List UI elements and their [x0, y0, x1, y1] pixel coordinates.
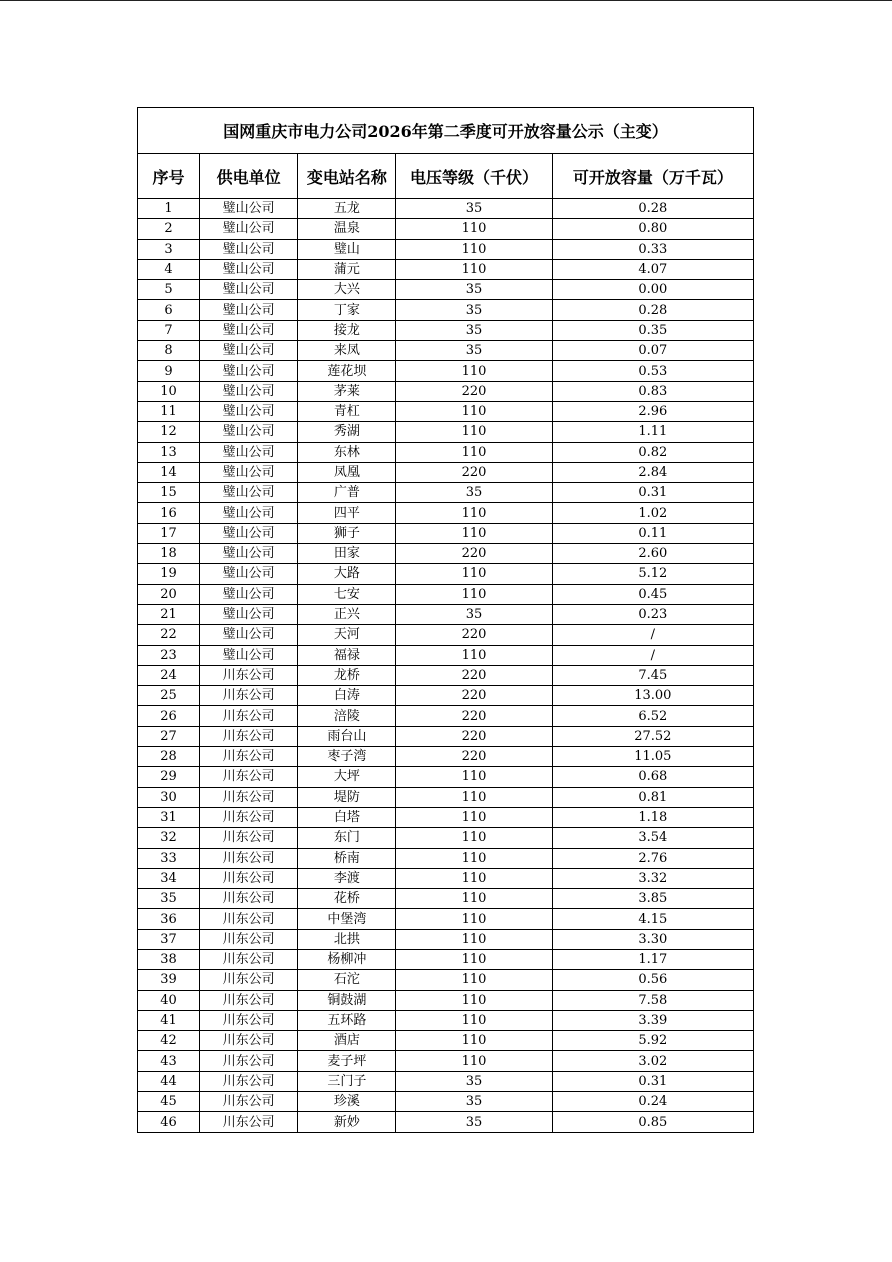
cell-voltage-level: 110 — [396, 645, 552, 665]
cell-voltage-level: 110 — [396, 219, 552, 239]
cell-supply-unit: 川东公司 — [200, 868, 298, 888]
table-row — [138, 747, 754, 767]
table-row — [138, 422, 754, 442]
header-open-capacity: 可开放容量（万千瓦） — [552, 154, 753, 199]
cell-supply-unit: 璧山公司 — [200, 381, 298, 401]
table-row — [138, 787, 754, 807]
cell-index: 38 — [138, 949, 200, 969]
table-row — [138, 604, 754, 624]
cell-substation-name: 东林 — [298, 442, 396, 462]
table-row — [138, 949, 754, 969]
cell-open-capacity: 7.45 — [552, 665, 753, 685]
cell-supply-unit: 川东公司 — [200, 828, 298, 848]
cell-substation-name: 珍溪 — [298, 1092, 396, 1112]
table-title: 国网重庆市电力公司2026年第二季度可开放容量公示（主变） — [138, 108, 754, 154]
table-row — [138, 401, 754, 421]
table-row — [138, 199, 754, 219]
cell-index: 46 — [138, 1112, 200, 1132]
cell-supply-unit: 川东公司 — [200, 665, 298, 685]
cell-supply-unit: 川东公司 — [200, 909, 298, 929]
table-row — [138, 990, 754, 1010]
cell-open-capacity: 0.31 — [552, 483, 753, 503]
table-row — [138, 848, 754, 868]
cell-voltage-level: 110 — [396, 848, 552, 868]
cell-open-capacity: 0.28 — [552, 199, 753, 219]
cell-substation-name: 枣子湾 — [298, 747, 396, 767]
cell-index: 16 — [138, 503, 200, 523]
page-top-border — [0, 0, 892, 1]
table-row — [138, 645, 754, 665]
cell-open-capacity: 0.35 — [552, 320, 753, 340]
cell-index: 11 — [138, 401, 200, 421]
cell-open-capacity: 0.83 — [552, 381, 753, 401]
cell-supply-unit: 川东公司 — [200, 970, 298, 990]
cell-index: 5 — [138, 280, 200, 300]
cell-open-capacity: 0.56 — [552, 970, 753, 990]
cell-index: 41 — [138, 1010, 200, 1030]
cell-index: 37 — [138, 929, 200, 949]
cell-voltage-level: 110 — [396, 564, 552, 584]
table-row — [138, 219, 754, 239]
cell-index: 1 — [138, 199, 200, 219]
cell-supply-unit: 璧山公司 — [200, 503, 298, 523]
cell-substation-name: 铜鼓湖 — [298, 990, 396, 1010]
cell-index: 19 — [138, 564, 200, 584]
cell-open-capacity: 3.30 — [552, 929, 753, 949]
cell-substation-name: 五龙 — [298, 199, 396, 219]
cell-substation-name: 丁家 — [298, 300, 396, 320]
cell-open-capacity: 2.96 — [552, 401, 753, 421]
table-row — [138, 1031, 754, 1051]
cell-substation-name: 桥南 — [298, 848, 396, 868]
cell-index: 8 — [138, 341, 200, 361]
cell-supply-unit: 璧山公司 — [200, 604, 298, 624]
cell-supply-unit: 璧山公司 — [200, 361, 298, 381]
cell-open-capacity: 1.18 — [552, 807, 753, 827]
cell-voltage-level: 110 — [396, 929, 552, 949]
cell-supply-unit: 川东公司 — [200, 1092, 298, 1112]
table-row — [138, 970, 754, 990]
cell-substation-name: 酒店 — [298, 1031, 396, 1051]
table-row — [138, 1010, 754, 1030]
table-row — [138, 584, 754, 604]
header-supply-unit: 供电单位 — [200, 154, 298, 199]
cell-open-capacity: 2.60 — [552, 544, 753, 564]
cell-voltage-level: 220 — [396, 686, 552, 706]
header-index: 序号 — [138, 154, 200, 199]
table-row — [138, 625, 754, 645]
cell-supply-unit: 川东公司 — [200, 949, 298, 969]
cell-open-capacity: 0.85 — [552, 1112, 753, 1132]
cell-voltage-level: 35 — [396, 320, 552, 340]
cell-index: 23 — [138, 645, 200, 665]
cell-substation-name: 白塔 — [298, 807, 396, 827]
cell-substation-name: 麦子坪 — [298, 1051, 396, 1071]
cell-substation-name: 三门子 — [298, 1071, 396, 1091]
cell-voltage-level: 110 — [396, 767, 552, 787]
table-row — [138, 1051, 754, 1071]
table-row — [138, 1112, 754, 1132]
table-row — [138, 665, 754, 685]
cell-substation-name: 温泉 — [298, 219, 396, 239]
cell-open-capacity: 3.85 — [552, 889, 753, 909]
cell-voltage-level: 35 — [396, 1112, 552, 1132]
cell-supply-unit: 璧山公司 — [200, 584, 298, 604]
cell-supply-unit: 璧山公司 — [200, 523, 298, 543]
cell-substation-name: 龙桥 — [298, 665, 396, 685]
cell-voltage-level: 110 — [396, 584, 552, 604]
table-row — [138, 726, 754, 746]
cell-substation-name: 广普 — [298, 483, 396, 503]
cell-substation-name: 茅莱 — [298, 381, 396, 401]
cell-substation-name: 四平 — [298, 503, 396, 523]
cell-substation-name: 五环路 — [298, 1010, 396, 1030]
cell-index: 45 — [138, 1092, 200, 1112]
cell-open-capacity: 4.15 — [552, 909, 753, 929]
cell-supply-unit: 川东公司 — [200, 747, 298, 767]
cell-open-capacity: 0.33 — [552, 239, 753, 259]
cell-substation-name: 中堡湾 — [298, 909, 396, 929]
cell-substation-name: 蒲元 — [298, 259, 396, 279]
cell-open-capacity: 0.28 — [552, 300, 753, 320]
cell-index: 2 — [138, 219, 200, 239]
cell-open-capacity: 0.82 — [552, 442, 753, 462]
cell-index: 22 — [138, 625, 200, 645]
cell-supply-unit: 璧山公司 — [200, 259, 298, 279]
cell-voltage-level: 110 — [396, 259, 552, 279]
cell-open-capacity: 0.80 — [552, 219, 753, 239]
cell-supply-unit: 璧山公司 — [200, 564, 298, 584]
cell-supply-unit: 川东公司 — [200, 990, 298, 1010]
cell-index: 25 — [138, 686, 200, 706]
cell-voltage-level: 220 — [396, 625, 552, 645]
table-row — [138, 320, 754, 340]
table-row — [138, 280, 754, 300]
cell-supply-unit: 川东公司 — [200, 726, 298, 746]
cell-index: 12 — [138, 422, 200, 442]
cell-voltage-level: 110 — [396, 807, 552, 827]
cell-open-capacity: 5.92 — [552, 1031, 753, 1051]
cell-open-capacity: 0.53 — [552, 361, 753, 381]
cell-supply-unit: 川东公司 — [200, 1071, 298, 1091]
cell-voltage-level: 110 — [396, 503, 552, 523]
cell-substation-name: 天河 — [298, 625, 396, 645]
cell-index: 39 — [138, 970, 200, 990]
cell-index: 24 — [138, 665, 200, 685]
title-row — [138, 108, 754, 154]
cell-supply-unit: 川东公司 — [200, 706, 298, 726]
cell-index: 3 — [138, 239, 200, 259]
cell-supply-unit: 川东公司 — [200, 787, 298, 807]
cell-substation-name: 来凤 — [298, 341, 396, 361]
cell-index: 9 — [138, 361, 200, 381]
cell-supply-unit: 璧山公司 — [200, 341, 298, 361]
cell-voltage-level: 110 — [396, 523, 552, 543]
cell-open-capacity: 6.52 — [552, 706, 753, 726]
cell-supply-unit: 川东公司 — [200, 1112, 298, 1132]
cell-index: 15 — [138, 483, 200, 503]
cell-supply-unit: 川东公司 — [200, 767, 298, 787]
cell-supply-unit: 璧山公司 — [200, 320, 298, 340]
cell-index: 17 — [138, 523, 200, 543]
cell-supply-unit: 璧山公司 — [200, 544, 298, 564]
cell-open-capacity: 1.11 — [552, 422, 753, 442]
capacity-table — [137, 107, 754, 1133]
cell-index: 32 — [138, 828, 200, 848]
cell-substation-name: 秀湖 — [298, 422, 396, 442]
header-row — [138, 154, 754, 199]
table-row — [138, 483, 754, 503]
table-row — [138, 341, 754, 361]
cell-voltage-level: 220 — [396, 726, 552, 746]
cell-voltage-level: 35 — [396, 280, 552, 300]
cell-supply-unit: 川东公司 — [200, 889, 298, 909]
cell-substation-name: 青杠 — [298, 401, 396, 421]
cell-index: 36 — [138, 909, 200, 929]
cell-open-capacity: 1.17 — [552, 949, 753, 969]
cell-index: 34 — [138, 868, 200, 888]
cell-substation-name: 大坪 — [298, 767, 396, 787]
cell-open-capacity: 0.00 — [552, 280, 753, 300]
table-row — [138, 868, 754, 888]
table-row — [138, 381, 754, 401]
table-row — [138, 1071, 754, 1091]
cell-voltage-level: 110 — [396, 868, 552, 888]
cell-supply-unit: 璧山公司 — [200, 239, 298, 259]
cell-supply-unit: 璧山公司 — [200, 645, 298, 665]
cell-voltage-level: 110 — [396, 401, 552, 421]
cell-voltage-level: 35 — [396, 483, 552, 503]
cell-open-capacity: 2.76 — [552, 848, 753, 868]
cell-index: 42 — [138, 1031, 200, 1051]
cell-voltage-level: 110 — [396, 442, 552, 462]
table-row — [138, 300, 754, 320]
cell-open-capacity: / — [552, 625, 753, 645]
cell-open-capacity: 27.52 — [552, 726, 753, 746]
table-row — [138, 239, 754, 259]
cell-voltage-level: 110 — [396, 422, 552, 442]
cell-voltage-level: 35 — [396, 300, 552, 320]
cell-index: 20 — [138, 584, 200, 604]
cell-voltage-level: 110 — [396, 909, 552, 929]
cell-supply-unit: 川东公司 — [200, 1031, 298, 1051]
cell-substation-name: 凤凰 — [298, 462, 396, 482]
table-row — [138, 361, 754, 381]
cell-voltage-level: 220 — [396, 747, 552, 767]
cell-voltage-level: 35 — [396, 1092, 552, 1112]
cell-substation-name: 杨柳冲 — [298, 949, 396, 969]
table-row — [138, 686, 754, 706]
cell-substation-name: 花桥 — [298, 889, 396, 909]
table-row — [138, 767, 754, 787]
cell-index: 29 — [138, 767, 200, 787]
cell-substation-name: 大兴 — [298, 280, 396, 300]
cell-index: 27 — [138, 726, 200, 746]
cell-open-capacity: 0.68 — [552, 767, 753, 787]
cell-index: 28 — [138, 747, 200, 767]
cell-voltage-level: 110 — [396, 970, 552, 990]
cell-open-capacity: 0.45 — [552, 584, 753, 604]
cell-supply-unit: 璧山公司 — [200, 625, 298, 645]
cell-substation-name: 东门 — [298, 828, 396, 848]
cell-voltage-level: 110 — [396, 1051, 552, 1071]
cell-substation-name: 狮子 — [298, 523, 396, 543]
cell-open-capacity: 0.31 — [552, 1071, 753, 1091]
cell-open-capacity: 3.39 — [552, 1010, 753, 1030]
table-row — [138, 442, 754, 462]
header-substation-name: 变电站名称 — [298, 154, 396, 199]
cell-supply-unit: 璧山公司 — [200, 442, 298, 462]
cell-voltage-level: 110 — [396, 990, 552, 1010]
cell-substation-name: 李渡 — [298, 868, 396, 888]
table-row — [138, 889, 754, 909]
cell-index: 10 — [138, 381, 200, 401]
cell-voltage-level: 110 — [396, 1010, 552, 1030]
cell-open-capacity: 7.58 — [552, 990, 753, 1010]
cell-voltage-level: 220 — [396, 706, 552, 726]
cell-substation-name: 石沱 — [298, 970, 396, 990]
cell-index: 26 — [138, 706, 200, 726]
cell-open-capacity: 3.54 — [552, 828, 753, 848]
cell-voltage-level: 110 — [396, 361, 552, 381]
cell-open-capacity: 2.84 — [552, 462, 753, 482]
cell-open-capacity: 4.07 — [552, 259, 753, 279]
cell-substation-name: 白涛 — [298, 686, 396, 706]
cell-voltage-level: 35 — [396, 199, 552, 219]
cell-open-capacity: 13.00 — [552, 686, 753, 706]
cell-supply-unit: 川东公司 — [200, 686, 298, 706]
cell-supply-unit: 璧山公司 — [200, 462, 298, 482]
cell-index: 4 — [138, 259, 200, 279]
table-row — [138, 462, 754, 482]
cell-voltage-level: 110 — [396, 239, 552, 259]
cell-index: 31 — [138, 807, 200, 827]
cell-voltage-level: 110 — [396, 949, 552, 969]
cell-index: 33 — [138, 848, 200, 868]
table-row — [138, 523, 754, 543]
cell-voltage-level: 110 — [396, 787, 552, 807]
table-row — [138, 564, 754, 584]
header-voltage-level: 电压等级（千伏） — [396, 154, 552, 199]
table-row — [138, 544, 754, 564]
cell-open-capacity: 3.32 — [552, 868, 753, 888]
cell-open-capacity: 5.12 — [552, 564, 753, 584]
cell-index: 6 — [138, 300, 200, 320]
table-row — [138, 828, 754, 848]
cell-open-capacity: 0.23 — [552, 604, 753, 624]
cell-index: 35 — [138, 889, 200, 909]
table-row — [138, 929, 754, 949]
table-row — [138, 807, 754, 827]
cell-index: 18 — [138, 544, 200, 564]
table-row — [138, 1092, 754, 1112]
cell-voltage-level: 110 — [396, 1031, 552, 1051]
cell-voltage-level: 220 — [396, 381, 552, 401]
cell-supply-unit: 璧山公司 — [200, 401, 298, 421]
cell-substation-name: 北拱 — [298, 929, 396, 949]
cell-open-capacity: 3.02 — [552, 1051, 753, 1071]
cell-voltage-level: 220 — [396, 665, 552, 685]
cell-substation-name: 堤防 — [298, 787, 396, 807]
table-row — [138, 503, 754, 523]
cell-voltage-level: 35 — [396, 341, 552, 361]
table-row — [138, 909, 754, 929]
cell-supply-unit: 川东公司 — [200, 848, 298, 868]
cell-supply-unit: 璧山公司 — [200, 280, 298, 300]
table-row — [138, 706, 754, 726]
cell-open-capacity: 0.11 — [552, 523, 753, 543]
cell-index: 7 — [138, 320, 200, 340]
cell-open-capacity: 0.07 — [552, 341, 753, 361]
cell-voltage-level: 35 — [396, 1071, 552, 1091]
cell-substation-name: 涪陵 — [298, 706, 396, 726]
cell-substation-name: 七安 — [298, 584, 396, 604]
cell-supply-unit: 川东公司 — [200, 929, 298, 949]
cell-supply-unit: 璧山公司 — [200, 199, 298, 219]
cell-voltage-level: 110 — [396, 889, 552, 909]
cell-index: 14 — [138, 462, 200, 482]
cell-substation-name: 接龙 — [298, 320, 396, 340]
cell-voltage-level: 35 — [396, 604, 552, 624]
cell-open-capacity: 1.02 — [552, 503, 753, 523]
cell-index: 13 — [138, 442, 200, 462]
cell-index: 40 — [138, 990, 200, 1010]
cell-substation-name: 璧山 — [298, 239, 396, 259]
cell-supply-unit: 川东公司 — [200, 807, 298, 827]
cell-substation-name: 大路 — [298, 564, 396, 584]
cell-open-capacity: 0.24 — [552, 1092, 753, 1112]
cell-substation-name: 福禄 — [298, 645, 396, 665]
cell-index: 21 — [138, 604, 200, 624]
cell-supply-unit: 璧山公司 — [200, 422, 298, 442]
cell-substation-name: 新妙 — [298, 1112, 396, 1132]
cell-index: 30 — [138, 787, 200, 807]
cell-voltage-level: 110 — [396, 828, 552, 848]
cell-substation-name: 雨台山 — [298, 726, 396, 746]
cell-open-capacity: / — [552, 645, 753, 665]
cell-supply-unit: 川东公司 — [200, 1010, 298, 1030]
cell-index: 43 — [138, 1051, 200, 1071]
cell-open-capacity: 11.05 — [552, 747, 753, 767]
cell-voltage-level: 220 — [396, 544, 552, 564]
cell-voltage-level: 220 — [396, 462, 552, 482]
cell-substation-name: 正兴 — [298, 604, 396, 624]
table-body — [138, 199, 754, 1133]
cell-index: 44 — [138, 1071, 200, 1091]
cell-supply-unit: 川东公司 — [200, 1051, 298, 1071]
cell-substation-name: 莲花坝 — [298, 361, 396, 381]
cell-supply-unit: 璧山公司 — [200, 300, 298, 320]
cell-open-capacity: 0.81 — [552, 787, 753, 807]
cell-supply-unit: 璧山公司 — [200, 483, 298, 503]
table-row — [138, 259, 754, 279]
cell-supply-unit: 璧山公司 — [200, 219, 298, 239]
cell-substation-name: 田家 — [298, 544, 396, 564]
